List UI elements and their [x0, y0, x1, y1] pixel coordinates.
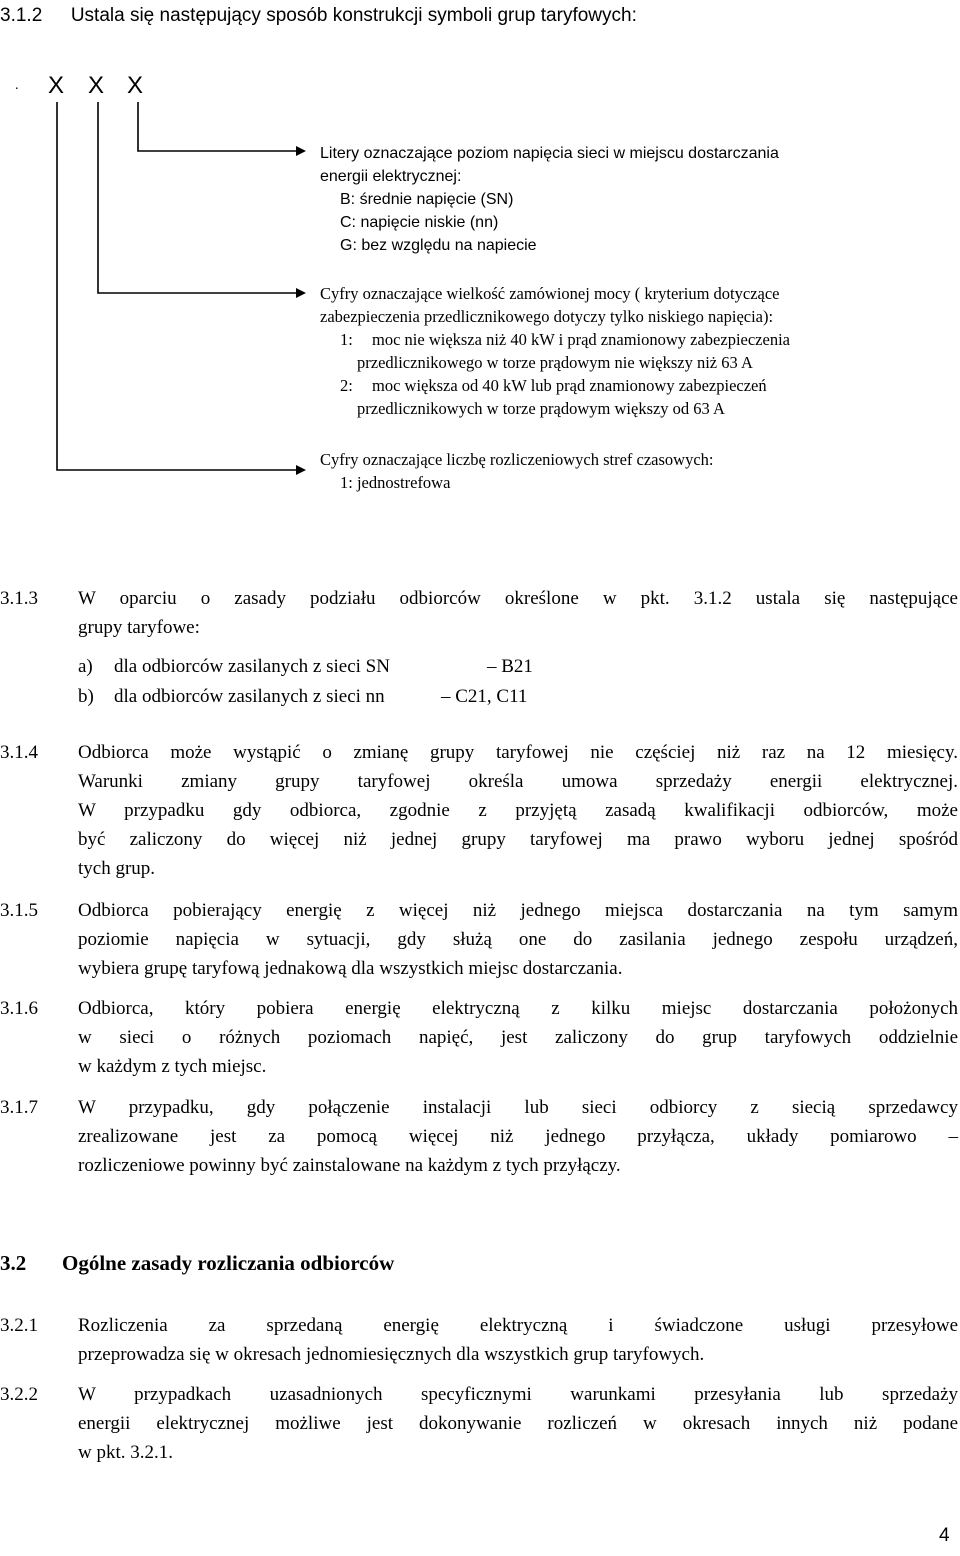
- tariff-item-a: [78, 652, 533, 681]
- text-line: grupy taryfowe:: [78, 617, 200, 638]
- text-line: W przypadku gdy odbiorca, zgodnie z przyjętą zasadą kwalifikacji odbiorców, może: [78, 800, 958, 821]
- section-number: 3.1.3: [0, 588, 38, 609]
- item-label: b): [78, 686, 94, 707]
- diagram-dot: .: [15, 78, 19, 93]
- text-line: wybiera grupę taryfową jednakową dla wszystkich miejsc dostarczania.: [78, 958, 623, 979]
- text-line: Odbiorca pobierający energię z więcej niż jednego miejsca dostarczania na tym samym: [78, 900, 958, 921]
- text-line: W oparciu o zasady podziału odbiorców określone w pkt. 3.1.2 ustala się następujące: [78, 588, 958, 609]
- text-line: poziomie napięcia w sytuacji, gdy służą one do zasilania jednego zespołu urządzeń,: [78, 929, 958, 950]
- connector-line-1: [138, 102, 296, 151]
- text-line: być zaliczony do więcej niż jednej grupy taryfowej ma prawo wyboru jednej spośród: [78, 829, 958, 850]
- item-number: 1:: [340, 330, 353, 349]
- power-item-2: [320, 374, 790, 420]
- item-line: przedlicznikowych w torze prądowym większy od 63 A: [357, 399, 725, 418]
- item-line: moc większa od 40 kW lub prąd znamionowy zabezpieczeń: [372, 376, 767, 395]
- section-number: 3.1.2: [0, 5, 43, 26]
- item-number: 2:: [340, 376, 353, 395]
- text-line: energii elektrycznej możliwe jest dokonywanie rozliczeń w okresach innych niż podane: [78, 1413, 958, 1434]
- page-number: 4: [939, 1525, 950, 1546]
- text-line: Odbiorca, który pobiera energię elektryczną z kilku miejsc dostarczania położonych: [78, 998, 958, 1019]
- connector-line-2: [98, 102, 296, 293]
- time-zones-block: [320, 448, 714, 494]
- power-item-1: [320, 328, 790, 374]
- tariff-item-b: [78, 682, 528, 711]
- block-line: zabezpieczenia przedlicznikowego dotyczy tylko niskiego napięcia):: [320, 307, 774, 326]
- block-line: energii elektrycznej:: [320, 168, 462, 185]
- voltage-letters-block: [320, 142, 779, 257]
- text-line: Warunki zmiany grupy taryfowej określa umowa sprzedaży energii elektrycznej.: [78, 771, 958, 792]
- text-line: tych grup.: [78, 858, 156, 879]
- power-digits-block: [320, 282, 790, 420]
- item-text: dla odbiorców zasilanych z sieci nn: [114, 686, 385, 707]
- item-value: – C21, C11: [441, 686, 528, 707]
- item-line: moc nie większa niż 40 kW i prąd znamionowy zabezpieczenia: [372, 330, 790, 349]
- symbol-diagram: [0, 0, 960, 520]
- text-line: w pkt. 3.2.1.: [78, 1442, 173, 1463]
- section-number: 3.2.1: [0, 1315, 38, 1336]
- text-line: Rozliczenia za sprzedaną energię elektryczną i świadczone usługi przesyłowe: [78, 1315, 958, 1336]
- item-text: dla odbiorców zasilanych z sieci SN: [114, 656, 390, 677]
- section-title: Ogólne zasady rozliczania odbiorców: [62, 1251, 395, 1275]
- item-label: a): [78, 656, 93, 677]
- voltage-item: G: bez względu na napiecie: [340, 237, 537, 254]
- item-value: – B21: [487, 656, 533, 677]
- text-line: rozliczeniowe powinny być zainstalowane na każdym z tych przyłączy.: [78, 1155, 621, 1176]
- text-line: przeprowadza się w okresach jednomiesięcznych dla wszystkich grup taryfowych.: [78, 1344, 705, 1365]
- symbol-x-2: X: [88, 72, 105, 99]
- arrow-head-1: [296, 146, 306, 156]
- voltage-item: C: napięcie niskie (nn): [340, 214, 499, 231]
- arrow-head-2: [296, 288, 306, 298]
- section-text: Ustala się następujący sposób konstrukcji symboli grup taryfowych:: [70, 5, 637, 26]
- symbol-x-1: X: [48, 72, 65, 99]
- block-line: Cyfry oznaczające wielkość zamówionej mocy ( kryterium dotyczące: [320, 284, 780, 303]
- section-number: 3.1.7: [0, 1097, 38, 1118]
- heading-3-2: [0, 1249, 395, 1277]
- text-line: W przypadku, gdy połączenie instalacji lub sieci odbiorcy z siecią sprzedawcy: [78, 1097, 958, 1118]
- symbol-x-3: X: [127, 72, 144, 99]
- zone-item: 1: jednostrefowa: [340, 473, 451, 492]
- section-number: 3.2: [0, 1251, 27, 1275]
- voltage-item: B: średnie napięcie (SN): [340, 191, 514, 208]
- block-line: Cyfry oznaczające liczbę rozliczeniowych stref czasowych:: [320, 450, 714, 469]
- text-line: Odbiorca może wystąpić o zmianę grupy taryfowej nie częściej niż raz na 12 miesięcy.: [78, 742, 958, 763]
- arrow-head-3: [296, 465, 306, 475]
- text-line: zrealizowane jest za pomocą więcej niż jednego przyłącza, układy pomiarowo –: [78, 1126, 958, 1147]
- item-line: przedlicznikowego w torze prądowym nie większy niż 63 A: [357, 353, 753, 372]
- section-number: 3.2.2: [0, 1384, 38, 1405]
- section-number: 3.1.5: [0, 900, 38, 921]
- section-number: 3.1.6: [0, 998, 38, 1019]
- block-line: Litery oznaczające poziom napięcia sieci w miejscu dostarczania: [320, 145, 779, 162]
- text-line: W przypadkach uzasadnionych specyficznymi warunkami przesyłania lub sprzedaży: [78, 1384, 958, 1405]
- text-line: w sieci o różnych poziomach napięć, jest zaliczony do grup taryfowych oddzielnie: [78, 1027, 958, 1048]
- connector-line-3: [57, 102, 296, 470]
- text-line: w każdym z tych miejsc.: [78, 1056, 267, 1077]
- section-number: 3.1.4: [0, 742, 38, 763]
